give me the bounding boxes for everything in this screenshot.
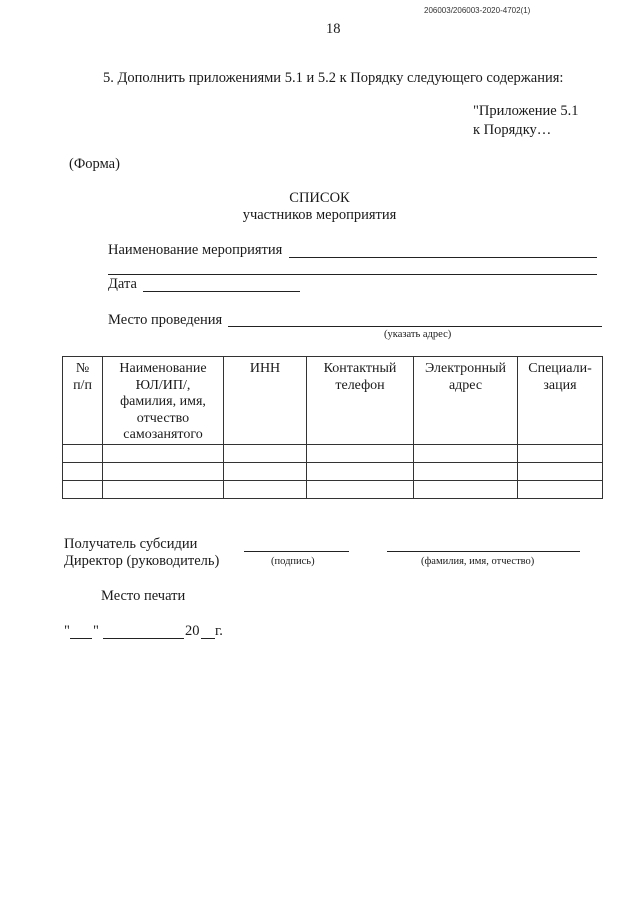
table-row: [63, 480, 603, 498]
form-label: (Форма): [69, 156, 120, 172]
table-cell[interactable]: [414, 444, 518, 462]
table-cell[interactable]: [63, 462, 103, 480]
year-field[interactable]: [201, 638, 215, 639]
header-line: ИНН: [249, 361, 281, 376]
signature-hint: (подпись): [271, 556, 315, 567]
header-line: №: [75, 361, 90, 376]
table-cell[interactable]: [103, 462, 224, 480]
signature-field[interactable]: [244, 551, 349, 552]
column-header-inn: [224, 357, 307, 445]
table-cell[interactable]: [518, 480, 603, 498]
table-cell[interactable]: [518, 444, 603, 462]
table-row: [63, 462, 603, 480]
table-cell[interactable]: [103, 480, 224, 498]
column-header-email: [414, 357, 518, 445]
event-name-label: Наименование мероприятия: [108, 242, 283, 258]
table-row: [63, 444, 603, 462]
month-field[interactable]: [103, 638, 184, 639]
date-label: Дата: [108, 276, 137, 292]
table-cell[interactable]: [103, 444, 224, 462]
venue-hint: (указать адрес): [384, 329, 452, 340]
column-header-specialization: [518, 357, 603, 445]
column-header-name: [103, 357, 224, 445]
full-name-hint: (фамилия, имя, отчество): [421, 556, 535, 567]
table-cell[interactable]: [307, 462, 414, 480]
document-id: 206003/206003-2020-4702(1): [424, 6, 531, 15]
date-open-quote: ": [64, 623, 70, 639]
table-cell[interactable]: [224, 462, 307, 480]
full-name-field[interactable]: [387, 551, 580, 552]
event-name-field[interactable]: [289, 257, 597, 258]
appendix-heading-line1: "Приложение 5.1: [473, 103, 579, 119]
table-cell[interactable]: [307, 444, 414, 462]
venue-label: Место проведения: [108, 312, 223, 328]
header-line: фамилия, имя,: [120, 394, 206, 409]
header-line: п/п: [73, 377, 92, 393]
amendment-paragraph: 5. Дополнить приложениями 5.1 и 5.2 к Порядку следующего содержания:: [103, 70, 564, 86]
day-field[interactable]: [70, 638, 92, 639]
list-subtitle: участников мероприятия: [242, 207, 397, 223]
director-label: Директор (руководитель): [64, 553, 220, 569]
column-header-number: [63, 357, 103, 445]
table-cell[interactable]: [63, 480, 103, 498]
date-suffix: г.: [215, 623, 223, 639]
list-title: СПИСОК: [289, 190, 350, 206]
header-line: Электронный: [424, 361, 507, 376]
date-field[interactable]: [143, 291, 300, 292]
header-line: Наименование: [119, 361, 207, 376]
venue-field[interactable]: [228, 326, 602, 327]
table-cell[interactable]: [518, 462, 603, 480]
header-line: самозанятого: [123, 427, 203, 442]
table-cell[interactable]: [414, 462, 518, 480]
table-cell[interactable]: [63, 444, 103, 462]
appendix-heading-line2: к Порядку…: [473, 122, 552, 138]
participants-table: [62, 356, 603, 499]
table-header-row: [63, 357, 603, 445]
table-cell[interactable]: [307, 480, 414, 498]
date-close-quote: ": [93, 623, 99, 639]
page-number: 18: [326, 21, 341, 37]
header-line: телефон: [335, 377, 385, 393]
event-name-field-continued[interactable]: [108, 274, 597, 275]
date-year-prefix: 20: [185, 623, 200, 639]
header-line: ЮЛ/ИП/,: [135, 377, 191, 393]
column-header-phone: [307, 357, 414, 445]
table-cell[interactable]: [224, 480, 307, 498]
header-line: зация: [543, 377, 577, 393]
header-line: отчество: [136, 410, 190, 426]
header-line: Специали-: [528, 361, 592, 376]
stamp-label: Место печати: [101, 588, 186, 604]
header-line: адрес: [448, 377, 483, 393]
recipient-label: Получатель субсидии: [64, 536, 198, 552]
table-cell[interactable]: [414, 480, 518, 498]
table-cell[interactable]: [224, 444, 307, 462]
header-line: Контактный: [323, 361, 397, 376]
